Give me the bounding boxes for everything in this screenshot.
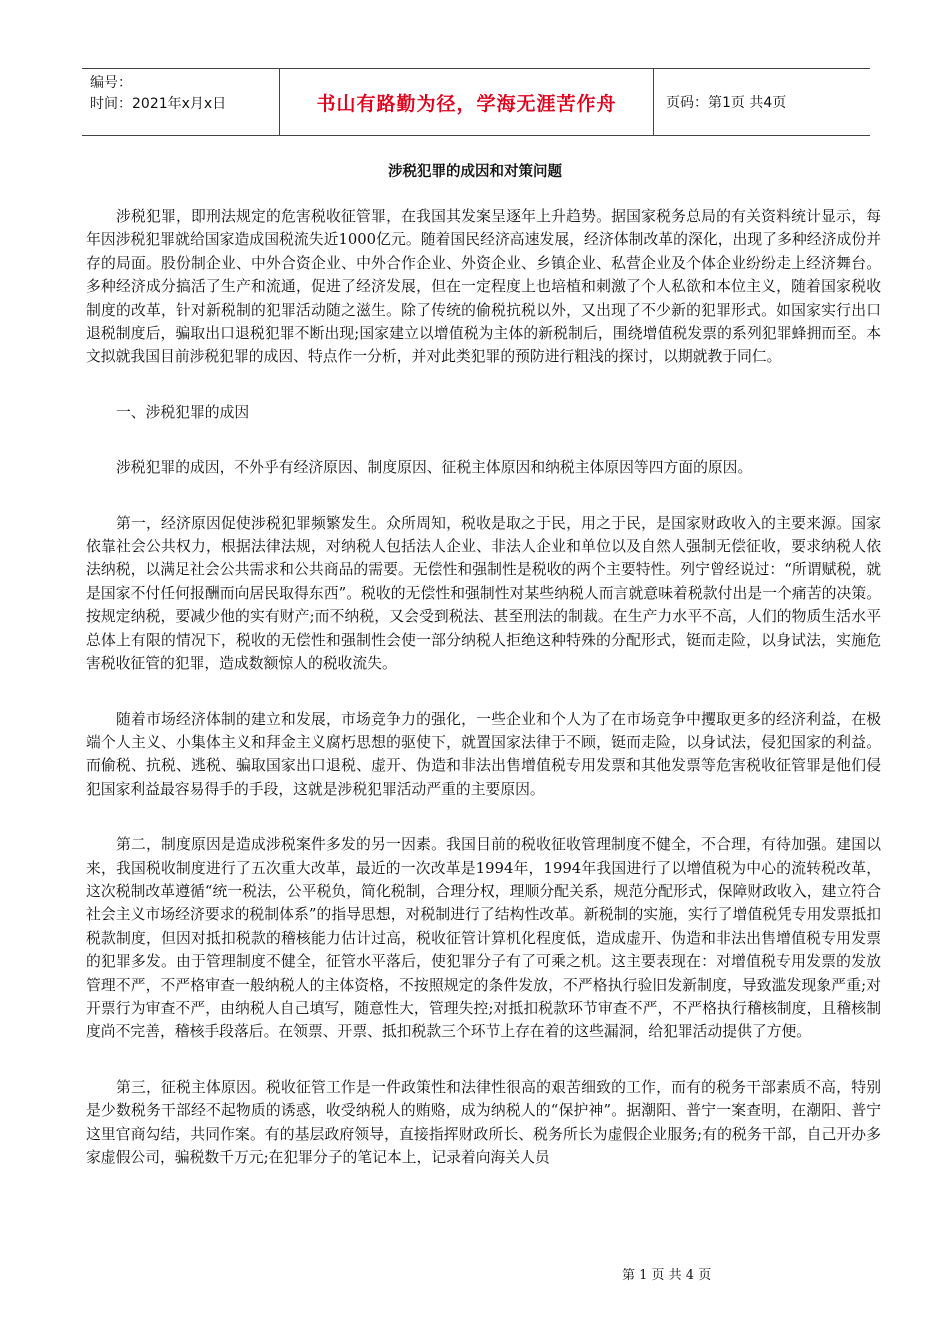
header-slogan: 书山有路勤为径，学海无涯苦作舟 bbox=[280, 69, 654, 135]
header-table bbox=[82, 68, 870, 136]
page-footer: 第 1 页 共 4 页 bbox=[622, 1268, 712, 1283]
document-title: 涉税犯罪的成因和对策问题 bbox=[388, 164, 562, 180]
paragraph-intro: 涉税犯罪，即刑法规定的危害税收征管罪，在我国其发案呈逐年上升趋势。据国家税务总局的有关资料统计显示，每年因涉税犯罪就给国家造成国税流失近1000亿元。随着国民经济高速发展，经济体制改革的深化，出现了多种经济成份并存的局面。股份制企业、中外合资企业、中外合作企业、外资企业、乡镇企业、私营企业及个体企业纷纷走上经济舞台。多种经济成分搞活了生产和流通，促进了经济发展，但在一定程度上也培植和刺激了个人私欲和本位主义，随着国家税收制度的改革，针对新税制的犯罪活动随之滋生。除了传统的偷税抗税以外，又出现了不少新的犯罪形式。如国家实行出口退税制度后，骗取出口退税犯罪不断出现;国家建立以增值税为主体的新税制后，围绕增值税发票的系列犯罪蜂拥而至。本文拟就我国目前涉税犯罪的成因、特点作一分析，并对此类犯罪的预防进行粗浅的探讨，以期就教于同仁。 bbox=[86, 208, 881, 366]
section-heading: 一、涉税犯罪的成因 bbox=[116, 403, 250, 421]
paragraph-market: 随着市场经济体制的建立和发展，市场竞争力的强化，一些企业和个人为了在市场竞争中攫取更多的经济利益，在极端个人主义、小集体主义和拜金主义腐朽思想的驱使下，就置国家法律于不顾，铤而走险，以身试法，侵犯国家的利益。而偷税、抗税、逃税、骗取国家出口退税、虚开、伪造和非法出售增值税专用发票和其他发票等危害税收征管罪是他们侵犯国家利益最容易得手的手段，这就是涉税犯罪活动严重的主要原因。 bbox=[86, 710, 881, 798]
time-label: 时间：2021年x月x日 bbox=[90, 96, 227, 112]
paragraph-second: 第二，制度原因是造成涉税案件多发的另一因素。我国目前的税收征收管理制度不健全，不合理，有待加强。建国以来，我国税收制度进行了五次重大改革，最近的一次改革是1994年，1994年我国进行了以增值税为中心的流转税改革，这次税制改革遵循“统一税法，公平税负，简化税制，合理分权，理顺分配关系，规范分配形式，保障财政收入，建立符合社会主义市场经济要求的税制体系”的指导思想，对税制进行了结构性改革。新税制的实施，实行了增值税凭专用发票抵扣税款制度，但因对抵扣税款的稽核能力估计过高，税收征管计算机化程度低，造成虚开、伪造和非法出售增值税专用发票的犯罪多发。由于管理制度不健全，征管水平落后，使犯罪分子有了可乘之机。这主要表现在：对增值税专用发票的发放管理不严，不严格审查一般纳税人的主体资格，不按照规定的条件发放，不严格执行验旧发新制度，导致滥发现象严重;对开票行为审查不严，由纳税人自己填写，随意性大，管理失控;对抵扣税款环节审查不严，不严格执行稽核制度，且稽核制度尚不完善，稽核手段落后。在领票、开票、抵扣税款三个环节上存在着的这些漏洞，给犯罪活动提供了方便。 bbox=[86, 836, 881, 1041]
document-body bbox=[86, 205, 881, 1169]
header-meta bbox=[82, 69, 280, 135]
paragraph-first: 第一，经济原因促使涉税犯罪频繁发生。众所周知，税收是取之于民，用之于民，是国家财政收入的主要来源。国家依靠社会公共权力，根据法律法规，对纳税人包括法人企业、非法人企业和单位以及自然人强制无偿征收，要求纳税人依法纳税，以满足社会公共需求和公共商品的需要。无偿性和强制性是税收的两个主要特性。列宁曾经说过：“所谓赋税，就是国家不付任何报酬而向居民取得东西”。税收的无偿性和强制性对某些纳税人而言就意味着税款付出是一个痛苦的决策。按规定纳税，要减少他的实有财产;而不纳税，又会受到税法、甚至刑法的制裁。在生产力水平不高，人们的物质生活水平总体上有限的情况下，税收的无偿性和强制性会使一部分纳税人拒绝这种特殊的分配形式，铤而走险，以身试法，实施危害税收征管的犯罪，造成数额惊人的税收流失。 bbox=[86, 514, 881, 673]
number-label: 编号： bbox=[90, 75, 132, 91]
paragraph-causes: 涉税犯罪的成因，不外乎有经济原因、制度原因、征税主体原因和纳税主体原因等四方面的原因。 bbox=[116, 459, 753, 477]
paragraph-third: 第三，征税主体原因。税收征管工作是一件政策性和法律性很高的艰苦细致的工作，而有的税务干部素质不高，特别是少数税务干部经不起物质的诱惑，收受纳税人的贿赂，成为纳税人的“保护神”。据潮阳、普宁一案查明，在潮阳、普宁这里官商勾结，共同作案。有的基层政府领导，直接指挥财政所长、税务所长为虚假企业服务;有的税务干部，自己开办多家虚假公司，骗税数千万元;在犯罪分子的笔记本上，记录着向海关人员 bbox=[86, 1078, 881, 1166]
header-page-info: 页码：第1页 共4页 bbox=[666, 95, 787, 111]
